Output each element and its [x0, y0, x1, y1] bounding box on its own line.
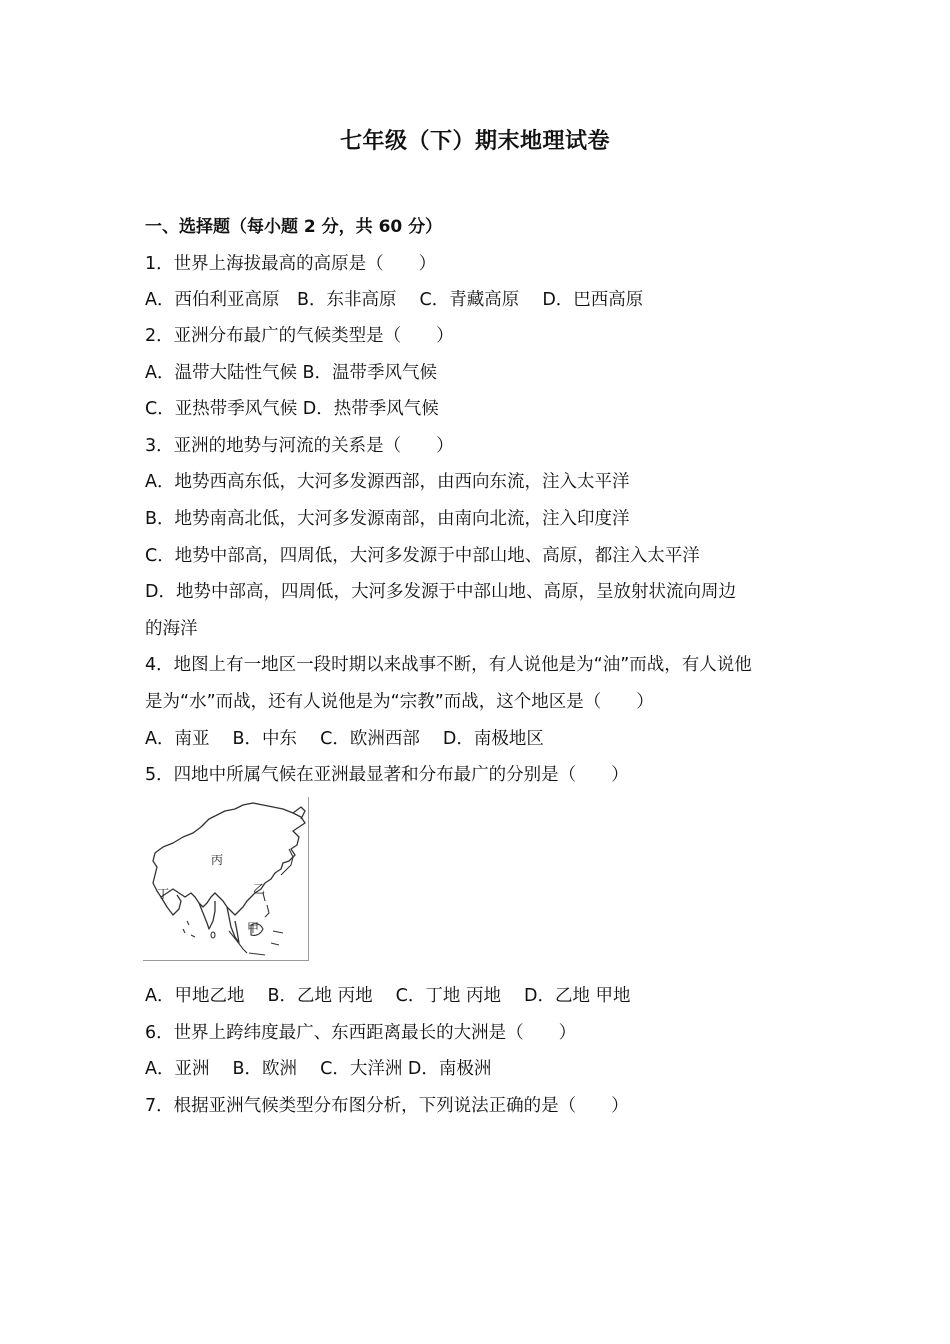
- kamchatka: [293, 807, 305, 819]
- question-3-option-d: D．地势中部高，四周低，大河多发源于中部山地、高原，呈放射状流向周边: [145, 582, 736, 602]
- page-title: 七年级（下）期末地理试卷: [339, 129, 610, 154]
- map-label-yi: 乙: [253, 882, 266, 896]
- question-7-stem: 7．根据亚洲气候类型分布图分析，下列说法正确的是（ ）: [145, 1096, 629, 1116]
- question-3-stem: 3．亚洲的地势与河流的关系是（ ）: [145, 436, 454, 456]
- question-4-stem: 4．地图上有一地区一段时期以来战事不断，有人说他是为“油”而战，有人说他: [145, 655, 752, 675]
- question-3-option-a: A．地势西高东低，大河多发源西部，由西向东流，注入太平洋: [145, 472, 630, 492]
- new-guinea-hint: [271, 931, 283, 945]
- question-6-options: A．亚洲 B．欧洲 C．大洋洲 D．南极洲: [145, 1059, 492, 1079]
- question-6-stem: 6．世界上跨纬度最广、东西距离最长的大洲是（ ）: [145, 1023, 577, 1043]
- section-heading: 一、选择题（每小题 2 分，共 60 分）: [145, 217, 443, 237]
- philippines-islands: [263, 893, 269, 917]
- question-3-option-d-cont: 的海洋: [145, 619, 198, 639]
- question-2-stem: 2．亚洲分布最广的气候类型是（ ）: [145, 326, 454, 346]
- question-4-stem-cont: 是为“水”而战，还有人说他是为“宗教”而战，这个地区是（ ）: [145, 692, 654, 712]
- java: [249, 953, 265, 955]
- question-2-options-row1: A．温带大陆性气候 B．温带季风气候: [145, 363, 438, 383]
- question-5-options: A．甲地乙地 B．乙地 丙地 C．丁地 丙地 D．乙地 甲地: [145, 986, 631, 1006]
- small-islands: [183, 921, 195, 937]
- question-2-options-row2: C．亚热带季风气候 D．热带季风气候: [145, 399, 439, 419]
- question-4-options: A．南亚 B．中东 C．欧洲西部 D．南极地区: [145, 729, 544, 749]
- asia-coastline: [153, 803, 305, 915]
- asia-outline-map: [143, 797, 309, 961]
- asia-map-figure: [143, 797, 309, 961]
- question-1-options: A．西伯利亚高原 B．东非高原 C．青藏高原 D．巴西高原: [145, 290, 644, 310]
- map-label-bing: 丙: [211, 853, 224, 867]
- question-1-stem: 1．世界上海拔最高的高原是（ ）: [145, 254, 437, 274]
- sri-lanka: [211, 932, 215, 938]
- question-3-option-c: C．地势中部高，四周低，大河多发源于中部山地、高原，都注入太平洋: [145, 546, 700, 566]
- question-3-option-b: B．地势南高北低，大河多发源南部，由南向北流，注入印度洋: [145, 509, 630, 529]
- map-label-ding: 丁: [157, 887, 170, 901]
- question-5-stem: 5．四地中所属气候在亚洲最显著和分布最广的分别是（ ）: [145, 765, 629, 785]
- map-label-jia: 甲: [247, 921, 260, 935]
